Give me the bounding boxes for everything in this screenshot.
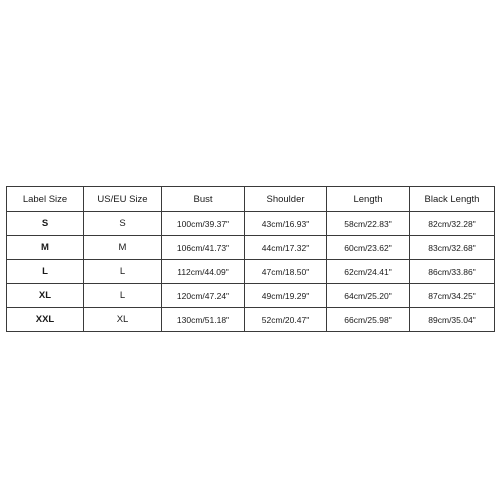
bust-cell: 100cm/39.37" bbox=[162, 212, 245, 236]
shoulder-cell: 44cm/17.32" bbox=[245, 236, 327, 260]
label-size-cell: L bbox=[7, 260, 84, 284]
black-length-cell: 83cm/32.68" bbox=[410, 236, 495, 260]
shoulder-cell: 47cm/18.50" bbox=[245, 260, 327, 284]
table-row bbox=[7, 212, 495, 236]
header-label-size: Label Size bbox=[7, 187, 84, 212]
label-size-cell: XL bbox=[7, 284, 84, 308]
header-us-eu-size: US/EU Size bbox=[84, 187, 162, 212]
table-row bbox=[7, 308, 495, 332]
us-eu-size-cell: L bbox=[84, 260, 162, 284]
table-header-row bbox=[7, 187, 495, 212]
black-length-cell: 82cm/32.28" bbox=[410, 212, 495, 236]
us-eu-size-cell: L bbox=[84, 284, 162, 308]
header-black-length: Black Length bbox=[410, 187, 495, 212]
black-length-cell: 89cm/35.04" bbox=[410, 308, 495, 332]
label-size-cell: XXL bbox=[7, 308, 84, 332]
bust-cell: 106cm/41.73" bbox=[162, 236, 245, 260]
shoulder-cell: 52cm/20.47" bbox=[245, 308, 327, 332]
length-cell: 60cm/23.62" bbox=[327, 236, 410, 260]
label-size-cell: S bbox=[7, 212, 84, 236]
us-eu-size-cell: M bbox=[84, 236, 162, 260]
us-eu-size-cell: XL bbox=[84, 308, 162, 332]
bust-cell: 112cm/44.09" bbox=[162, 260, 245, 284]
size-chart-table bbox=[6, 186, 495, 332]
bust-cell: 120cm/47.24" bbox=[162, 284, 245, 308]
header-shoulder: Shoulder bbox=[245, 187, 327, 212]
header-bust: Bust bbox=[162, 187, 245, 212]
header-length: Length bbox=[327, 187, 410, 212]
label-size-cell: M bbox=[7, 236, 84, 260]
shoulder-cell: 49cm/19.29" bbox=[245, 284, 327, 308]
bust-cell: 130cm/51.18" bbox=[162, 308, 245, 332]
length-cell: 58cm/22.83" bbox=[327, 212, 410, 236]
black-length-cell: 86cm/33.86" bbox=[410, 260, 495, 284]
table-row bbox=[7, 284, 495, 308]
table-row bbox=[7, 260, 495, 284]
table-row bbox=[7, 236, 495, 260]
us-eu-size-cell: S bbox=[84, 212, 162, 236]
black-length-cell: 87cm/34.25" bbox=[410, 284, 495, 308]
length-cell: 64cm/25.20" bbox=[327, 284, 410, 308]
length-cell: 66cm/25.98" bbox=[327, 308, 410, 332]
shoulder-cell: 43cm/16.93" bbox=[245, 212, 327, 236]
length-cell: 62cm/24.41" bbox=[327, 260, 410, 284]
